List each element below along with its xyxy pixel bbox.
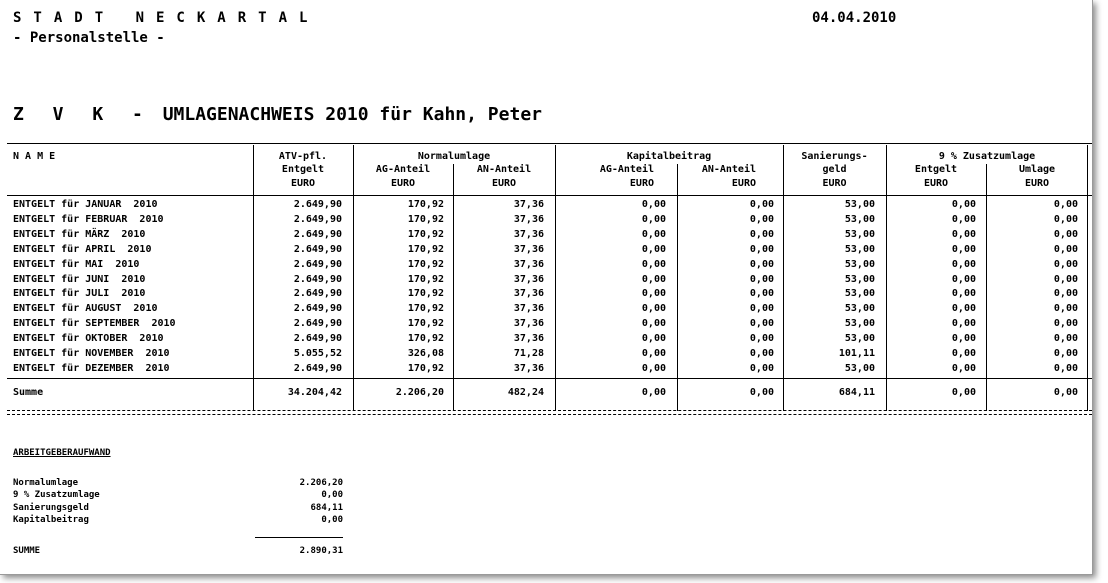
cell-name: ENTGELT für DEZEMBER 2010 xyxy=(13,362,170,374)
sum-label: Summe xyxy=(13,387,44,398)
employer-item-value: 2.206,20 xyxy=(299,478,343,488)
cell-san: 53,00 xyxy=(844,213,875,225)
cell-san: 53,00 xyxy=(844,318,875,330)
header-zusatz-umlage: Umlage xyxy=(1018,164,1056,175)
table-row xyxy=(0,363,1092,378)
cell-kap-an: 0,00 xyxy=(749,213,774,225)
cell-atv: 2.649,90 xyxy=(293,273,342,285)
cell-san: 53,00 xyxy=(844,273,875,285)
cell-kap-ag: 0,00 xyxy=(641,318,666,330)
cell-kap-ag: 0,00 xyxy=(641,303,666,315)
employer-item-label: Kapitalbeitrag xyxy=(13,514,89,525)
cell-zus-umlage: 0,00 xyxy=(1053,318,1078,330)
cell-name: ENTGELT für JULI 2010 xyxy=(13,288,146,300)
cell-name: ENTGELT für FEBRUAR 2010 xyxy=(13,213,164,225)
cell-atv: 2.649,90 xyxy=(293,243,342,255)
header-zusatz-umlage-unit: EURO xyxy=(1024,178,1050,189)
cell-san: 53,00 xyxy=(844,228,875,240)
cell-zus-umlage: 0,00 xyxy=(1053,258,1078,270)
cell-name: ENTGELT für OKTOBER 2010 xyxy=(13,333,164,345)
employer-total-value: 2.890,31 xyxy=(299,546,343,556)
sum-kapital-ag: 0,00 xyxy=(641,387,666,398)
header-kapital-ag: AG-Anteil xyxy=(599,164,654,175)
cell-kap-an: 0,00 xyxy=(749,318,774,330)
table-row xyxy=(0,318,1092,333)
cell-kap-ag: 0,00 xyxy=(641,213,666,225)
cell-atv: 2.649,90 xyxy=(293,362,342,374)
header-zusatz-entgelt-unit: EURO xyxy=(923,178,949,189)
cell-name: ENTGELT für APRIL 2010 xyxy=(13,243,152,255)
header-atv-line1: ATV-pfl. xyxy=(278,151,328,162)
employer-section-title: ARBEITGEBERAUFWAND xyxy=(13,448,111,458)
sum-sanierung: 684,11 xyxy=(838,387,875,398)
report-date: 04.04.2010 xyxy=(812,10,897,26)
table-row xyxy=(0,229,1092,244)
sum-top-rule xyxy=(7,378,1092,379)
cell-atv: 2.649,90 xyxy=(293,213,342,225)
cell-norm-an: 37,36 xyxy=(513,318,544,330)
cell-atv: 2.649,90 xyxy=(293,228,342,240)
cell-name: ENTGELT für JUNI 2010 xyxy=(13,273,146,285)
cell-name: ENTGELT für MAI 2010 xyxy=(13,258,140,270)
cell-name: ENTGELT für JANUAR 2010 xyxy=(13,199,158,210)
cell-zus-umlage: 0,00 xyxy=(1053,273,1078,285)
cell-kap-an: 0,00 xyxy=(749,199,774,210)
table-row xyxy=(0,288,1092,303)
header-zusatzumlage: 9 % Zusatzumlage xyxy=(938,151,1036,162)
cell-zus-entgelt: 0,00 xyxy=(951,273,976,285)
cell-name: ENTGELT für AUGUST 2010 xyxy=(13,303,158,315)
cell-norm-ag: 170,92 xyxy=(407,213,444,225)
cell-san: 53,00 xyxy=(844,362,875,374)
cell-zus-umlage: 0,00 xyxy=(1053,243,1078,255)
cell-kap-ag: 0,00 xyxy=(641,243,666,255)
table-row xyxy=(0,348,1092,363)
cell-norm-ag: 170,92 xyxy=(407,228,444,240)
sum-normal-ag: 2.206,20 xyxy=(395,387,444,398)
cell-norm-ag: 170,92 xyxy=(407,362,444,374)
cell-kap-an: 0,00 xyxy=(749,362,774,374)
cell-norm-an: 37,36 xyxy=(513,303,544,315)
sum-normal-an: 482,24 xyxy=(507,387,544,398)
header-kapital-ag-unit: EURO xyxy=(629,178,654,189)
cell-kap-ag: 0,00 xyxy=(641,348,666,359)
header-normal-an: AN-Anteil xyxy=(476,164,532,175)
employer-item-value: 0,00 xyxy=(321,490,343,501)
cell-zus-entgelt: 0,00 xyxy=(951,199,976,210)
cell-zus-entgelt: 0,00 xyxy=(951,303,976,315)
cell-norm-ag: 170,92 xyxy=(407,258,444,270)
header-atv-line2: Entgelt xyxy=(281,164,325,175)
header-kapital-an: AN-Anteil xyxy=(701,164,756,175)
table-row xyxy=(0,303,1092,318)
cell-atv: 2.649,90 xyxy=(293,199,342,210)
cell-kap-ag: 0,00 xyxy=(641,288,666,300)
cell-zus-umlage: 0,00 xyxy=(1053,199,1078,210)
cell-norm-ag: 170,92 xyxy=(407,333,444,345)
cell-norm-ag: 170,92 xyxy=(407,199,444,210)
cell-zus-umlage: 0,00 xyxy=(1053,303,1078,315)
employer-item-label: Normalumlage xyxy=(13,478,79,488)
header-kapital-an-unit: EURO xyxy=(731,178,756,189)
header-zusatz-entgelt: Entgelt xyxy=(914,164,958,175)
cell-zus-entgelt: 0,00 xyxy=(951,362,976,374)
employer-item-label: Sanierungsgeld xyxy=(13,502,89,513)
cell-kap-ag: 0,00 xyxy=(641,228,666,240)
department-name: - Personalstelle - xyxy=(13,30,165,46)
cell-norm-ag: 170,92 xyxy=(407,318,444,330)
cell-norm-ag: 326,08 xyxy=(407,348,444,359)
header-normalumlage: Normalumlage xyxy=(417,151,491,162)
header-normal-an-unit: EURO xyxy=(491,178,517,189)
cell-norm-ag: 170,92 xyxy=(407,243,444,255)
sum-zusatz-umlage: 0,00 xyxy=(1053,387,1078,398)
cell-atv: 2.649,90 xyxy=(293,303,342,315)
header-name: N A M E xyxy=(13,151,56,162)
cell-zus-entgelt: 0,00 xyxy=(951,228,976,240)
cell-norm-an: 37,36 xyxy=(513,333,544,345)
cell-kap-an: 0,00 xyxy=(749,273,774,285)
table-row xyxy=(0,274,1092,289)
table-row xyxy=(0,333,1092,348)
cell-san: 53,00 xyxy=(844,303,875,315)
table-row xyxy=(0,199,1092,214)
header-sanierung-line1: Sanierungs- xyxy=(801,151,868,162)
cell-zus-umlage: 0,00 xyxy=(1053,333,1078,345)
cell-name: ENTGELT für SEPTEMBER 2010 xyxy=(13,318,176,330)
employer-item-label: 9 % Zusatzumlage xyxy=(13,490,100,501)
cell-kap-ag: 0,00 xyxy=(641,199,666,210)
cell-zus-entgelt: 0,00 xyxy=(951,333,976,345)
cell-zus-entgelt: 0,00 xyxy=(951,348,976,359)
cell-kap-an: 0,00 xyxy=(749,243,774,255)
cell-norm-an: 37,36 xyxy=(513,228,544,240)
header-sanierung-line2: geld xyxy=(822,164,847,175)
report-title xyxy=(13,104,542,125)
table-row xyxy=(0,259,1092,274)
cell-atv: 2.649,90 xyxy=(293,288,342,300)
cell-norm-an: 37,36 xyxy=(513,258,544,270)
header-atv-unit: EURO xyxy=(290,178,316,189)
cell-norm-ag: 170,92 xyxy=(407,288,444,300)
cell-atv: 2.649,90 xyxy=(293,333,342,345)
cell-atv: 2.649,90 xyxy=(293,318,342,330)
header-bottom-rule xyxy=(7,195,1092,196)
sum-kapital-an: 0,00 xyxy=(749,387,774,398)
header-normal-ag-unit: EURO xyxy=(390,178,416,189)
cell-kap-an: 0,00 xyxy=(749,258,774,270)
cell-atv: 5.055,52 xyxy=(293,348,342,359)
cell-kap-an: 0,00 xyxy=(749,303,774,315)
cell-norm-an: 71,28 xyxy=(513,348,544,359)
employer-total-rule xyxy=(255,537,343,538)
cell-kap-ag: 0,00 xyxy=(641,362,666,374)
cell-atv: 2.649,90 xyxy=(293,258,342,270)
cell-zus-entgelt: 0,00 xyxy=(951,288,976,300)
employer-total-label: SUMME xyxy=(13,546,41,556)
organization-name: STADT NECKARTAL xyxy=(13,10,320,26)
cell-kap-an: 0,00 xyxy=(749,228,774,240)
cell-zus-entgelt: 0,00 xyxy=(951,243,976,255)
table-row xyxy=(0,214,1092,229)
cell-zus-umlage: 0,00 xyxy=(1053,288,1078,300)
table-sum-row xyxy=(0,387,1092,402)
header-sanierung-unit: EURO xyxy=(822,178,847,189)
cell-zus-entgelt: 0,00 xyxy=(951,213,976,225)
cell-zus-entgelt: 0,00 xyxy=(951,318,976,330)
cell-zus-umlage: 0,00 xyxy=(1053,362,1078,374)
cell-kap-an: 0,00 xyxy=(749,333,774,345)
table-top-rule xyxy=(7,143,1092,144)
header-kapitalbeitrag: Kapitalbeitrag xyxy=(626,151,712,162)
cell-san: 53,00 xyxy=(844,243,875,255)
cell-zus-umlage: 0,00 xyxy=(1053,348,1078,359)
title-rest: UMLAGENACHWEIS 2010 für Kahn, Peter xyxy=(151,104,542,125)
cell-norm-an: 37,36 xyxy=(513,362,544,374)
cell-name: ENTGELT für MÄRZ 2010 xyxy=(13,228,146,240)
cell-norm-an: 37,36 xyxy=(513,243,544,255)
cell-kap-an: 0,00 xyxy=(749,288,774,300)
employer-item-value: 0,00 xyxy=(321,514,343,525)
cell-kap-ag: 0,00 xyxy=(641,333,666,345)
cell-zus-umlage: 0,00 xyxy=(1053,213,1078,225)
cell-norm-ag: 170,92 xyxy=(407,303,444,315)
cell-kap-an: 0,00 xyxy=(749,348,774,359)
sum-atv: 34.204,42 xyxy=(287,387,342,398)
cell-norm-an: 37,36 xyxy=(513,213,544,225)
cell-san: 53,00 xyxy=(844,288,875,300)
cell-san: 53,00 xyxy=(844,199,875,210)
cell-san: 101,11 xyxy=(838,348,875,359)
header-normal-ag: AG-Anteil xyxy=(375,164,431,175)
cell-name: ENTGELT für NOVEMBER 2010 xyxy=(13,348,170,359)
cell-zus-umlage: 0,00 xyxy=(1053,228,1078,240)
employer-item-value: 684,11 xyxy=(310,502,343,513)
cell-norm-an: 37,36 xyxy=(513,273,544,285)
cell-kap-ag: 0,00 xyxy=(641,273,666,285)
title-prefix: Z V K - xyxy=(13,104,152,125)
cell-norm-an: 37,36 xyxy=(513,288,544,300)
cell-san: 53,00 xyxy=(844,258,875,270)
cell-norm-an: 37,36 xyxy=(513,199,544,210)
cell-kap-ag: 0,00 xyxy=(641,258,666,270)
cell-norm-ag: 170,92 xyxy=(407,273,444,285)
table-end-double-rule xyxy=(7,410,1092,415)
table-row xyxy=(0,244,1092,259)
cell-san: 53,00 xyxy=(844,333,875,345)
cell-zus-entgelt: 0,00 xyxy=(951,258,976,270)
sum-zusatz-entgelt: 0,00 xyxy=(951,387,976,398)
